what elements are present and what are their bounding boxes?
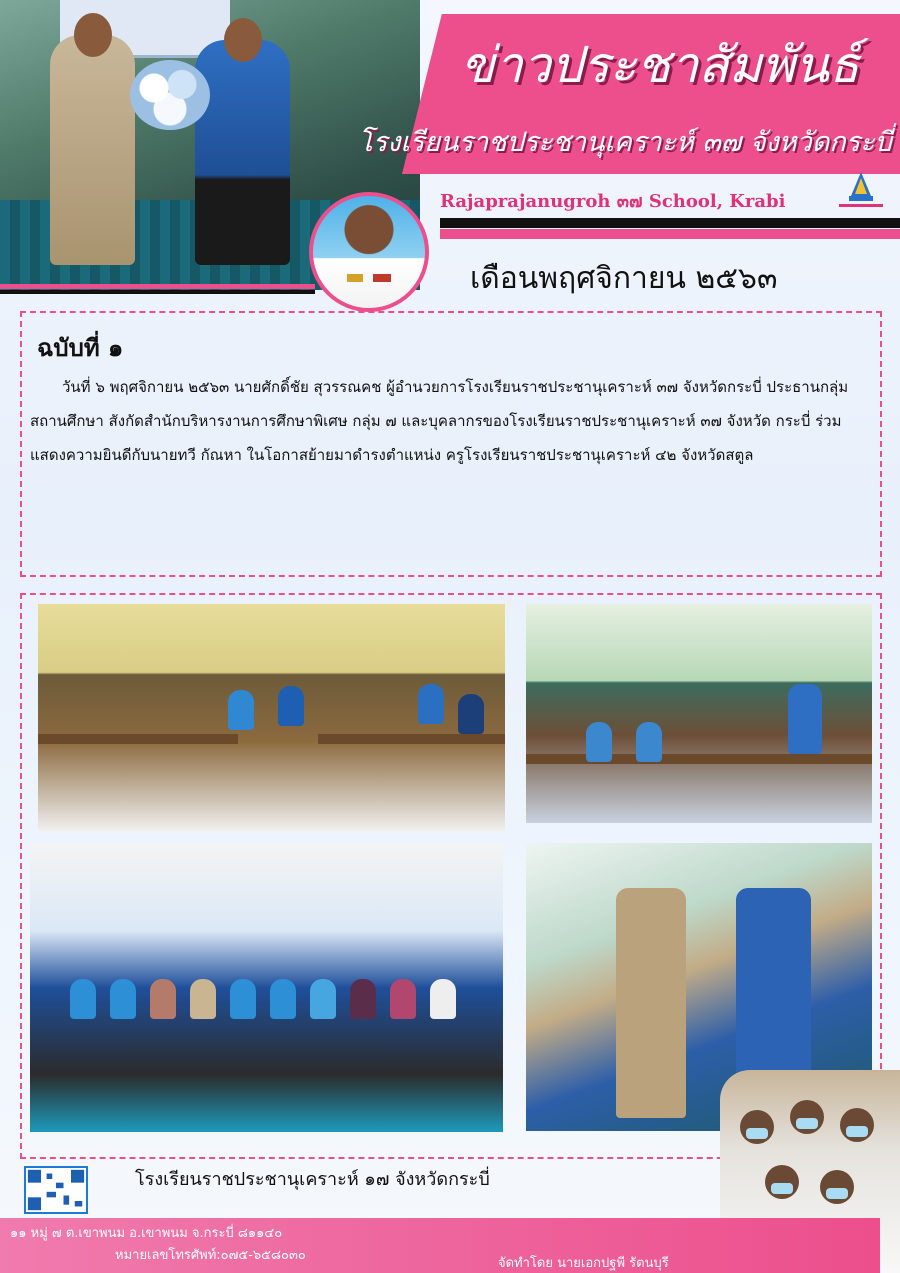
issue-number: ฉบับที่ ๑ bbox=[37, 334, 124, 362]
photo-meeting-room bbox=[38, 604, 505, 832]
left-pink-line bbox=[0, 284, 315, 289]
director-portrait bbox=[309, 192, 429, 312]
school-english-name: Rajaprajanugroh ๓๗ School, Krabi bbox=[440, 191, 786, 212]
qr-code[interactable] bbox=[24, 1166, 88, 1214]
school-logo bbox=[835, 170, 887, 212]
header-pink-stripe bbox=[440, 229, 900, 239]
issue-month: เดือนพฤศจิกายน ๒๕๖๓ bbox=[470, 261, 778, 296]
header-black-stripe bbox=[440, 218, 900, 228]
left-black-line bbox=[0, 290, 315, 294]
newsletter-title: ข่าวประชาสัมพันธ์ bbox=[460, 36, 860, 94]
flower-bouquet bbox=[130, 60, 210, 130]
person-khaki-uniform bbox=[50, 35, 135, 265]
footer-school-name: โรงเรียนราชประชานุเคราะห์ ๑๗ จังหวัดกระบี่ bbox=[135, 1169, 490, 1190]
person-blue-shirt bbox=[195, 40, 290, 265]
article-text: วันที่ ๖ พฤศจิกายน ๒๕๖๓ นายศักดิ์ชัย สุวรรณคช ผู้อำนวยการโรงเรียนราชประชานุเคราะห์ ๓๗ จังหวัดกระบี่ ประธานกลุ่มสถานศึกษา สังกัดสำนักบริหารงานการศึกษาพิเศษ กลุ่ม ๗ และบุคลากรของโรงเรียนราชประชานุเคราะห์ ๓๗ จังหวัด กระบี่ ร่วมแสดงความยินดีกับนายทวี กัณหา ในโอกาสย้ายมาดำรงตำแหน่ง ครูโรงเรียนราชประชานุเคราะห์ ๔๒ จังหวัดสตูล bbox=[30, 378, 849, 464]
footer-made-by: จัดทำโดย นายเอกปฐพี รัตนบุรี bbox=[498, 1256, 669, 1271]
newsletter-subtitle: โรงเรียนราชประชานุเคราะห์ ๓๗ จังหวัดกระบี่ bbox=[358, 127, 892, 158]
footer-address: ๑๑ หมู่ ๗ ต.เขาพนม อ.เขาพนม จ.กระบี่ ๘๑๑๔๐ bbox=[10, 1226, 283, 1241]
photo-group bbox=[30, 844, 503, 1132]
photo-speaker bbox=[526, 604, 872, 823]
footer-phone: หมายเลขโทรศัพท์:๐๗๕-๖๕๘๐๓๐ bbox=[115, 1248, 306, 1263]
